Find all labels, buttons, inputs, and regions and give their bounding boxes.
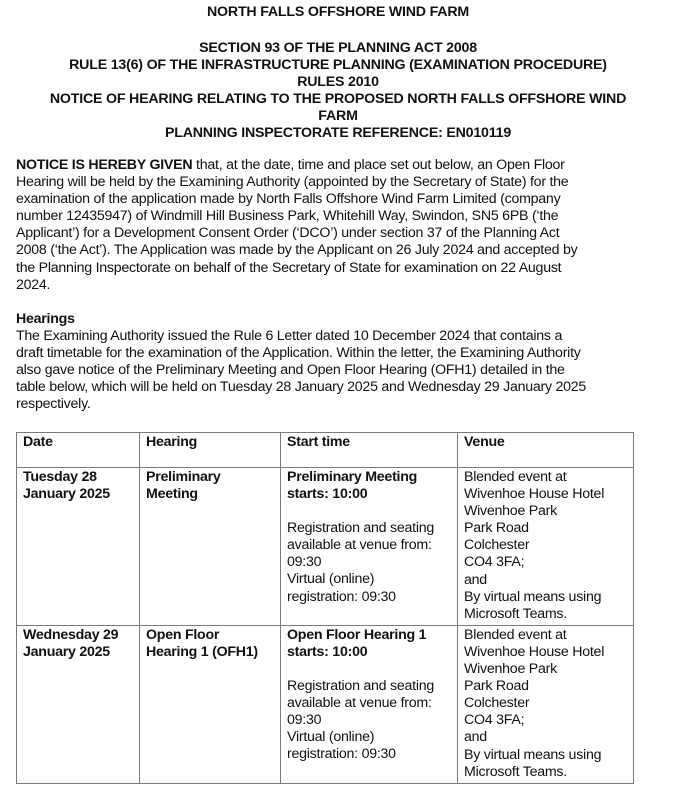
subtitle-section-93: SECTION 93 OF THE PLANNING ACT 2008	[199, 40, 477, 56]
hearings-heading: Hearings	[16, 311, 75, 327]
notice-line: Applicant’) for a Development Consent Order (‘DCO’) under section 37 of the Planning Act	[16, 225, 560, 242]
cell-hearing: Preliminary Meeting	[140, 468, 281, 626]
header-start-time: Start time	[281, 433, 458, 468]
notice-line: NOTICE IS HEREBY GIVEN that, at the date, time and place set out below, an Open Floor	[16, 157, 565, 173]
cell-venue: Blended event at Wivenhoe House Hotel Wivenhoe Park Park Road Colchester CO4 3FA; and By virtual means using Microsoft Teams.	[458, 468, 634, 626]
planning-reference: PLANNING INSPECTORATE REFERENCE: EN010119	[164, 125, 512, 141]
notice-line: the Planning Inspectorate on behalf of the Secretary of State for examination on 22 August	[16, 259, 562, 276]
hearings-section	[16, 311, 646, 414]
document-title: NORTH FALLS OFFSHORE WIND FARM	[207, 4, 469, 20]
cell-date: Tuesday 28 January 2025	[17, 468, 140, 626]
cell-date: Wednesday 29 January 2025	[17, 625, 140, 783]
notice-line: examination of the application made by North Falls Offshore Wind Farm Limited (company	[16, 191, 561, 208]
notice-line: number 12435947) of Windmill Hill Business Park, Whitehill Way, Swindon, SN5 6PB (‘the	[16, 208, 559, 225]
hearings-line: respectively.	[16, 396, 91, 413]
subtitle-rule-13: RULE 13(6) OF THE INFRASTRUCTURE PLANNING (EXAMINATION PROCEDURE)	[69, 57, 607, 73]
hearings-line: The Examining Authority issued the Rule 6 Letter dated 10 December 2024 that contains a	[16, 328, 563, 345]
header-venue: Venue	[458, 433, 634, 468]
hearings-line: table below, which will be held on Tuesday 28 January 2025 and Wednesday 29 January 2025	[16, 379, 587, 396]
hearings-line: also gave notice of the Preliminary Meeting and Open Floor Hearing (OFH1) detailed in the	[16, 362, 565, 379]
cell-venue: Blended event at Wivenhoe House Hotel Wivenhoe Park Park Road Colchester CO4 3FA; and By virtual means using Microsoft Teams.	[458, 625, 634, 783]
document-header	[0, 4, 676, 142]
hearings-table	[16, 432, 634, 784]
cell-hearing: Open Floor Hearing 1 (OFH1)	[140, 625, 281, 783]
notice-line: 2024.	[16, 276, 51, 293]
subtitle-notice-of-hearing-cont: FARM	[318, 108, 358, 124]
table-row	[17, 468, 634, 626]
subtitle-notice-of-hearing: NOTICE OF HEARING RELATING TO THE PROPOSED NORTH FALLS OFFSHORE WIND	[49, 91, 627, 107]
cell-start-time: Open Floor Hearing 1 starts: 10:00 Registration and seating available at venue from: 09:30 Virtual (online) registration: 09:30	[281, 625, 458, 783]
table-header-row	[17, 433, 634, 468]
header-date: Date	[17, 433, 140, 468]
table-row	[17, 625, 634, 783]
cell-start-time: Preliminary Meeting starts: 10:00 Registration and seating available at venue from: 09:30 Virtual (online) registration: 09:30	[281, 468, 458, 626]
header-hearing: Hearing	[140, 433, 281, 468]
notice-paragraph	[16, 157, 646, 294]
notice-line: 2008 (‘the Act’). The Application was made by the Applicant on 26 July 2024 and accepted by	[16, 242, 578, 259]
subtitle-rules-2010: RULES 2010	[297, 74, 379, 90]
notice-line: Hearing will be held by the Examining Authority (appointed by the Secretary of State) for the	[16, 174, 569, 191]
hearings-line: draft timetable for the examination of the Application. Within the letter, the Examining Authority	[16, 345, 581, 362]
notice-lead: NOTICE IS HEREBY GIVEN	[16, 157, 193, 173]
